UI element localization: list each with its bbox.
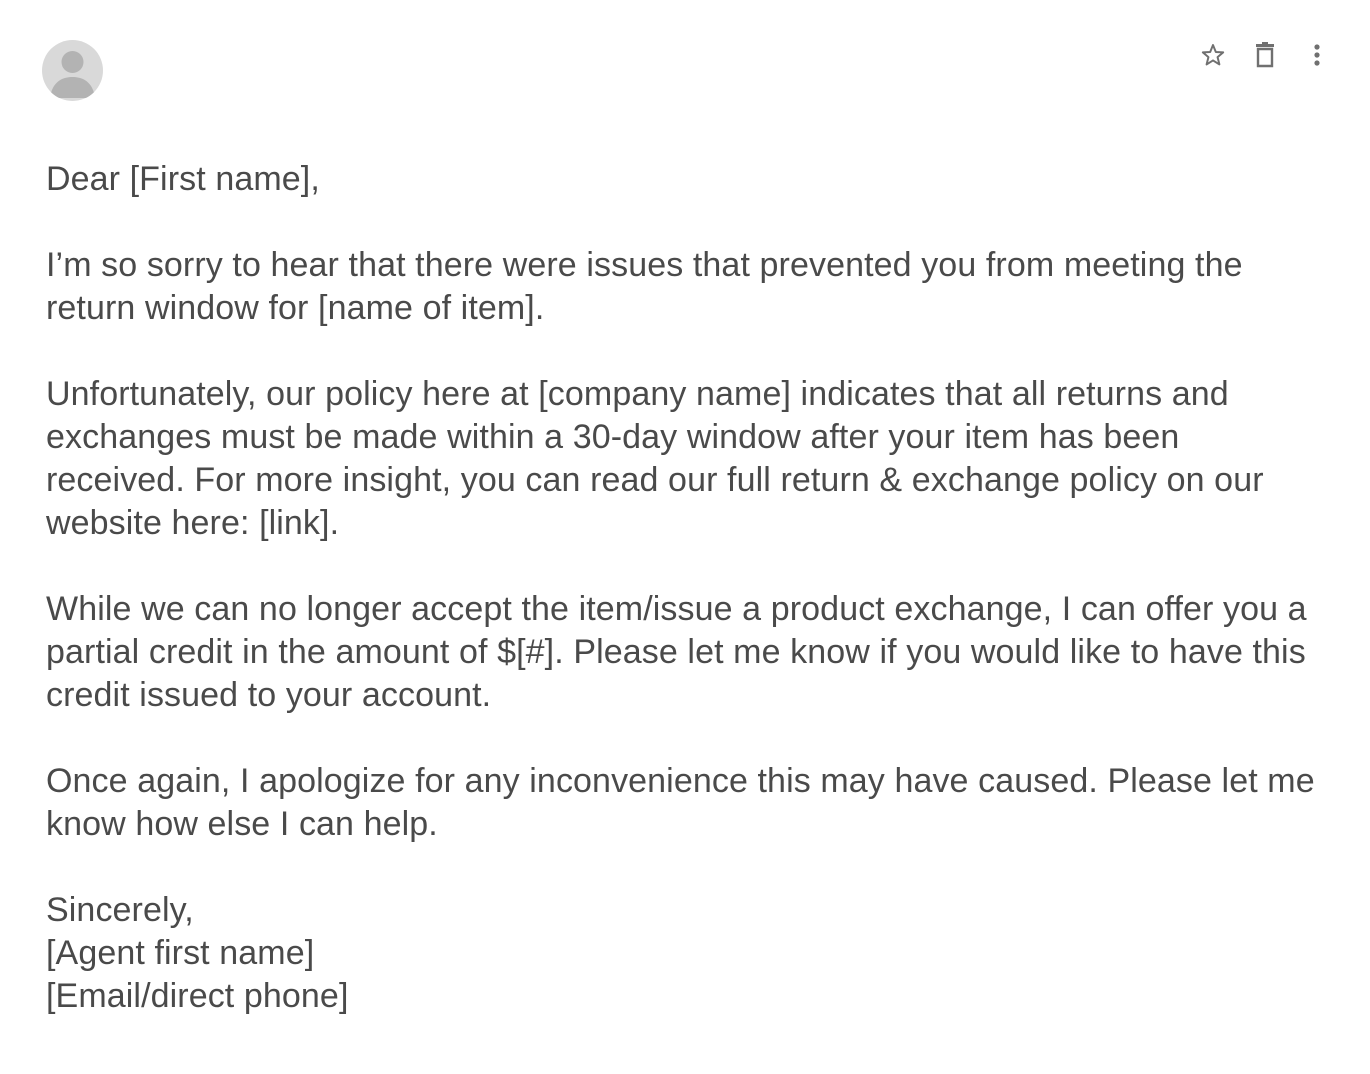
- message-body: [46, 158, 1326, 1018]
- star-button[interactable]: [1200, 40, 1226, 70]
- signoff: Sincerely,: [46, 891, 194, 929]
- paragraph-policy: Unfortunately, our policy here at [company name] indicates that all returns and exchanges must be made within a 30-day window after your item has been received. For more insight, you can read our full return & exchange policy on our website here: [link].: [46, 375, 1264, 542]
- delete-button[interactable]: [1252, 40, 1278, 70]
- trash-icon: [1254, 42, 1276, 68]
- paragraph-credit-offer: While we can no longer accept the item/issue a product exchange, I can offer you a partial credit in the amount of $[#]. Please let me know if you would like to have this credit issued to your account.: [46, 590, 1307, 714]
- star-icon: [1200, 42, 1226, 68]
- message-toolbar: [1200, 40, 1330, 70]
- paragraph-closing: Once again, I apologize for any inconvenience this may have caused. Please let me know how else I can help.: [46, 762, 1315, 843]
- more-options-button[interactable]: [1304, 40, 1330, 70]
- more-vert-icon: [1313, 43, 1321, 67]
- agent-contact: [Email/direct phone]: [46, 977, 349, 1015]
- avatar: [42, 40, 103, 101]
- paragraph-apology: I’m so sorry to hear that there were issues that prevented you from meeting the return window for [name of item].: [46, 246, 1243, 327]
- greeting: Dear [First name],: [46, 160, 320, 198]
- agent-name: [Agent first name]: [46, 934, 315, 972]
- person-icon: [42, 40, 103, 101]
